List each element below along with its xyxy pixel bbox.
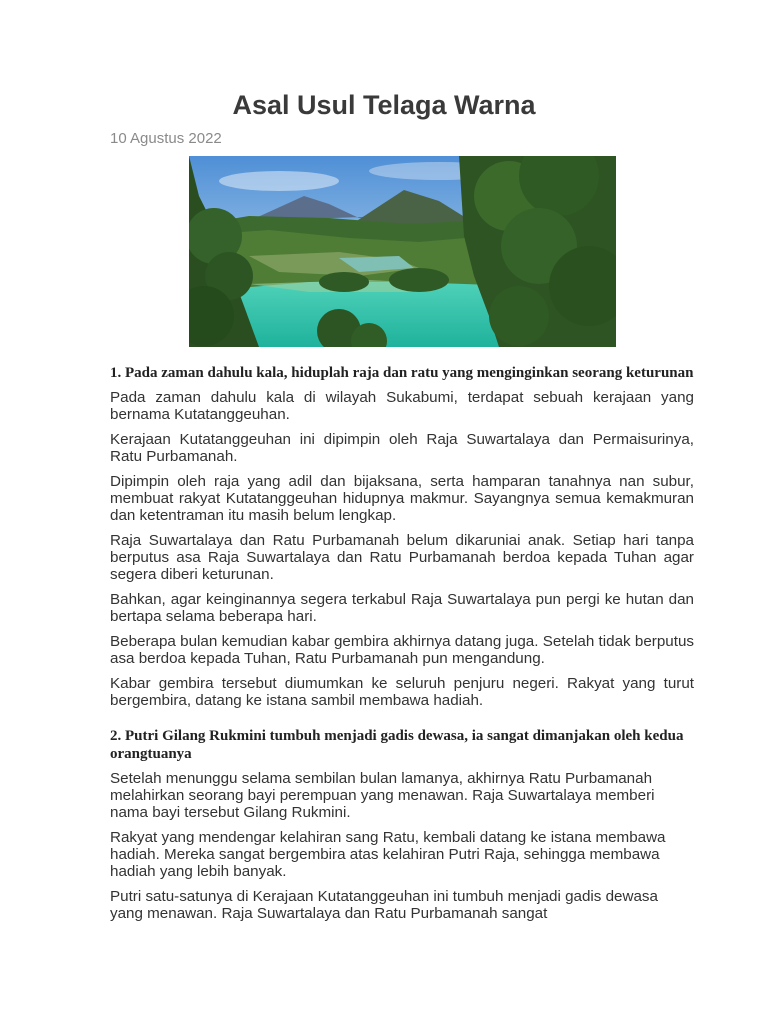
paragraph: Kabar gembira tersebut diumumkan ke seluruh penjuru negeri. Rakyat yang turut bergembira, datang ke istana sambil membawa hadiah. (110, 675, 694, 709)
paragraph: Bahkan, agar keinginannya segera terkabul Raja Suwartalaya pun pergi ke hutan dan bertapa selama beberapa hari. (110, 591, 694, 625)
paragraph: Putri satu-satunya di Kerajaan Kutatanggeuhan ini tumbuh menjadi gadis dewasa yang menawan. Raja Suwartalaya dan Ratu Purbamanah sangat (110, 888, 658, 922)
paragraph: Rakyat yang mendengar kelahiran sang Ratu, kembali datang ke istana membawa hadiah. Mereka sangat bergembira atas kelahiran Putri Raja, sehingga membawa hadiah yang lebih banyak. (110, 829, 666, 880)
article-body (110, 364, 694, 930)
paragraph: Pada zaman dahulu kala di wilayah Sukabumi, terdapat sebuah kerajaan yang bernama Kutatanggeuhan. (110, 389, 694, 423)
paragraph: Raja Suwartalaya dan Ratu Purbamanah belum dikaruniai anak. Setiap hari tanpa berputus asa Raja Suwartalaya dan Ratu Purbamanah berdoa kepada Tuhan agar segera diberi keturunan. (110, 532, 694, 583)
paragraph: Beberapa bulan kemudian kabar gembira akhirnya datang juga. Setelah tidak berputus asa berdoa kepada Tuhan, Ratu Purbamanah pun mengandung. (110, 633, 694, 667)
paragraph: Setelah menunggu selama sembilan bulan lamanya, akhirnya Ratu Purbamanah melahirkan seorang bayi perempuan yang menawan. Raja Suwartalaya memberi nama bayi tersebut Gilang Rukmini. (110, 770, 655, 821)
section-heading: 1. Pada zaman dahulu kala, hiduplah raja dan ratu yang menginginkan seorang keturunan (110, 365, 694, 381)
paragraph: Dipimpin oleh raja yang adil dan bijaksana, serta hamparan tanahnya nan subur, membuat rakyat Kutatanggeuhan hidupnya makmur. Sayangnya semua kemakmuran dan ketentraman itu masih belum lengkap. (110, 473, 694, 524)
article-date: 10 Agustus 2022 (110, 130, 222, 147)
lake-landscape-photo (189, 156, 616, 347)
paragraph: Kerajaan Kutatanggeuhan ini dipimpin oleh Raja Suwartalaya dan Permaisurinya, Ratu Purbamanah. (110, 431, 694, 465)
article-title: Asal Usul Telaga Warna (232, 90, 536, 120)
section-heading: 2. Putri Gilang Rukmini tumbuh menjadi gadis dewasa, ia sangat dimanjakan oleh kedua orangtuanya (110, 728, 684, 762)
